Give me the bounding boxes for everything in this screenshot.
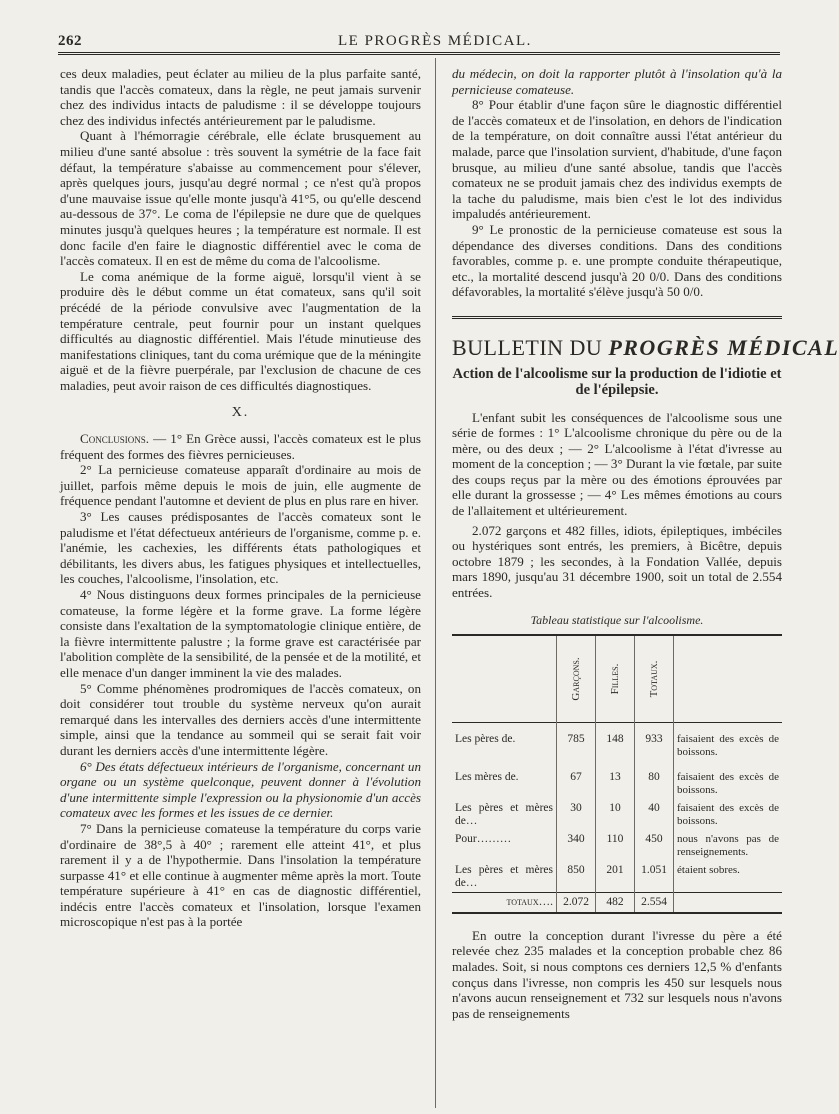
total-filles: 482	[596, 893, 635, 913]
total-note-blank	[674, 893, 783, 913]
cell-totaux: 40	[635, 799, 674, 830]
table-row	[452, 861, 782, 893]
cell-totaux: 450	[635, 830, 674, 861]
cell-note: étaient sobres.	[674, 861, 783, 893]
bulletin-journal-name: PROGRÈS MÉDICAL	[608, 334, 839, 360]
paragraph: ces deux maladies, peut éclater au milieu de la plus parfaite santé, tandis que l'accès comateux, dans la règle, ne peut jamais survenir chez des individus intacts de paludisme : il se développe toujours chez des individus infectés antérieurement par le paludisme.	[60, 66, 421, 128]
cell-filles: 13	[596, 768, 635, 799]
conclusions-label: Conclusions.	[80, 431, 150, 447]
cell-totaux: 80	[635, 768, 674, 799]
conclusion-item: 3° Les causes prédisposantes de l'accès comateux sont le paludisme et l'état défectueux antérieurs de l'organisme, comme p. e. l'anémie, les cachexies, les différents états pathologiques et débilitants, les divers abus, les fatigues physiques et intellectuelles, les couches, l'alcoolisme, l'insolation, etc.	[60, 509, 421, 587]
conclusion-item: 6° Des états défectueux intérieurs de l'organisme, concernant un organe ou un système quelconque, peuvent donner à l'évolution d'une intermittente simple l'expression ou la physionomie d'un accès comateux avec les formes et les issues de ce dernier.	[60, 758, 421, 821]
table-row	[452, 723, 782, 769]
cell-totaux: 1.051	[635, 861, 674, 893]
cell-garcons: 340	[557, 830, 596, 861]
cell-garcons: 30	[557, 799, 596, 830]
table-header-notes	[674, 635, 783, 723]
row-label: Les pères de.	[455, 733, 516, 746]
conclusion-item: 7° Dans la pernicieuse comateuse la température du corps varie d'ordinaire de 38°,5 à 40° ; rarement elle atteint 41°, et plus rarement il y a de l'hypothermie. Dans l'insolation la température surpasse 41° et elle continue à augmenter même après la mort. Toute température supérieure à 41° en cas de diagnostic différentiel, indécis entre l'accès comateux et l'insolation, lorsque l'examen microscopique n'est pas à la portée	[60, 820, 421, 930]
journal-title: LE PROGRÈS MÉDICAL.	[338, 33, 532, 49]
section-number: X.	[231, 405, 250, 421]
column-separator	[435, 58, 436, 1108]
cell-garcons: 785	[557, 723, 596, 769]
page-header	[58, 30, 780, 52]
cell-filles: 148	[596, 723, 635, 769]
table-header-row	[452, 635, 782, 723]
cell-filles: 110	[596, 830, 635, 861]
cell-totaux: 933	[635, 723, 674, 769]
conclusion-item	[60, 431, 421, 462]
article-title: Action de l'alcoolisme sur la production de l'idiotie et de l'épilepsie.	[452, 365, 782, 398]
table-row	[452, 768, 782, 799]
left-column	[60, 66, 421, 930]
cell-note: faisaient des excès de boissons.	[674, 768, 783, 799]
total-label: totaux….	[506, 896, 553, 909]
row-label: Les mères de.	[455, 771, 519, 784]
conclusion-item: 2° La pernicieuse comateuse apparaît d'ordinaire au mois de juillet, parfois même depuis le mois de juin, elle augmente de fréquence pendant l'automne et devient de plus en plus rare en hiver.	[60, 462, 421, 509]
table-row	[452, 830, 782, 861]
cell-note: faisaient des excès de boissons.	[674, 799, 783, 830]
column-header-filles: Filles.	[596, 635, 635, 723]
article-paragraph: 2.072 garçons et 482 filles, idiots, épileptiques, imbéciles ou hystériques sont entrés, les premiers, à Bicêtre, depuis octobre 1879 ; les secondes, à la Fondation Vallée, depuis mars 1890, jusqu'au 31 décembre 1900, soit un total de 2.554 entrées.	[452, 522, 782, 601]
paragraph: du médecin, on doit la rapporter plutôt à l'insolation qu'à la pernicieuse comateuse.	[452, 66, 782, 97]
header-rule	[58, 52, 780, 59]
paragraph: 9° Le pronostic de la pernicieuse comateuse est sous la dépendance des diverses conditions. Dans des conditions favorables, comme p. e. une prompte conduite thérapeutique, etc., la mortalité descend jusqu'à 20 0/0. Dans des conditions défavorables, la mortalité s'élève jusqu'à 50 0/0.	[452, 221, 782, 300]
cell-filles: 10	[596, 799, 635, 830]
bulletin-rule	[452, 316, 782, 322]
column-header-garcons: Garçons.	[557, 635, 596, 723]
article-paragraph: L'enfant subit les conséquences de l'alcoolisme sous une série de formes : 1° L'alcoolisme chronique du père ou de la mère, ou des deux ; — 2° L'alcoolisme à l'état d'ivresse au moment de la conception ; — 3° Durant la vie fœtale, par suite des coups reçus par la mère ou des émotions éprouvées par elle durant la grossesse ; — 4° Les mêmes émotions au cours de l'allaitement et ultérieurement.	[452, 409, 782, 519]
row-label: Les pères et mères de…	[455, 802, 553, 827]
conclusion-item: 5° Comme phénomènes prodromiques de l'accès comateux, on doit considérer tout trouble du système nerveux qu'on aurait remarqué dans les intervalles des derniers accès d'une intermittente simple, ainsi que la tendance au sommeil qui se serait fait voir durant les derniers accès d'une intermittente légère.	[60, 680, 421, 758]
bulletin-heading	[452, 334, 839, 360]
closing-paragraph: En outre la conception durant l'ivresse du père a été relevée chez 235 malades et la conception probable chez 86 malades. Soit, si nous comptons ces derniers 12,5 % d'enfants conçus dans l'ivresse, non compris les 450 sur lesquels nous n'avons aucun renseignement et 732 sur lesquels nous n'avons pas de renseignements	[452, 927, 782, 1021]
total-totaux: 2.554	[635, 893, 674, 913]
paragraph: Le coma anémique de la forme aiguë, lorsqu'il vient à se produire dès le début comme un état comateux, sans qu'il soit précédé de la période convulsive avec l'augmentation de la température centrale, peut fournir pour un instant quelques difficultés au diagnostic différentiel. Mais l'étude minutieuse des manifestations cliniques, tant du coma urémique que de la méningite aiguë et de la fièvre puerpérale, par l'exclusion de chacune de ces maladies, peut avoir raison de ces difficultés diagnostiques.	[60, 268, 421, 393]
cell-garcons: 67	[557, 768, 596, 799]
right-column	[452, 66, 839, 1021]
row-label: Pour………	[455, 833, 512, 846]
page-number: 262	[58, 33, 82, 49]
cell-filles: 201	[596, 861, 635, 893]
statistics-table	[452, 634, 782, 914]
conclusion-item: 4° Nous distinguons deux formes principales de la pernicieuse comateuse, la forme légère et la forme grave. La forme légère consiste dans l'exaltation de la symptomatologie clinique entière, de la fièvre intermittente palustre ; la forme grave est caractérisée par l'abolition complète de la sensibilité, de la pensée et de la motilité, et elle menace d'un danger imminent la vie des malades.	[60, 587, 421, 680]
table-caption: Tableau statistique sur l'alcoolisme.	[530, 612, 704, 627]
cell-note: nous n'avons pas de renseignements.	[674, 830, 783, 861]
column-header-totaux: Totaux.	[635, 635, 674, 723]
paragraph: 8° Pour établir d'une façon sûre le diagnostic différentiel de l'accès comateux et de l'insolation, en dehors de l'indication de la température, on doit connaître aussi l'état antérieur du malade, parce que l'insolation survient, d'habitude, d'une façon brusque, au milieu d'une santé absolue, tandis que l'accès comateux ne se produit jamais chez des individus exempts de la tache du paludisme, mais bien c'est le lot des individus impaludés antérieurement.	[452, 97, 782, 222]
conclusion-text: — 1° En Grèce aussi, l'accès comateux est le plus fréquent des formes des fièvres pernicieuses.	[60, 431, 421, 462]
total-garcons: 2.072	[557, 893, 596, 913]
table-header-blank	[452, 635, 557, 723]
table-row	[452, 799, 782, 830]
cell-note: faisaient des excès de boissons.	[674, 723, 783, 769]
table-total-row	[452, 893, 782, 913]
row-label: Les pères et mères de…	[455, 864, 553, 889]
cell-garcons: 850	[557, 861, 596, 893]
paragraph: Quant à l'hémorragie cérébrale, elle éclate brusquement au milieu d'une santé absolue : très souvent la symétrie de la face fait défaut, la température s'abaisse au commencement pour s'élever, après quelques jours, jusqu'au degré normal ; ce n'est qu'à propos d'une mauvaise issue qu'elle monte jusqu'à 41°5, ou qu'elle descend au-dessous de 37°. Le coma de l'épilepsie ne dure que de quelques minutes jusqu'à quelques heures ; la température est normale. Il est donc facile d'en faire le diagnostic différentiel avec le coma de l'accès comateux. Il en est de même du coma de l'alcoolisme.	[60, 128, 421, 269]
bulletin-prefix: BULLETIN DU	[452, 334, 603, 360]
